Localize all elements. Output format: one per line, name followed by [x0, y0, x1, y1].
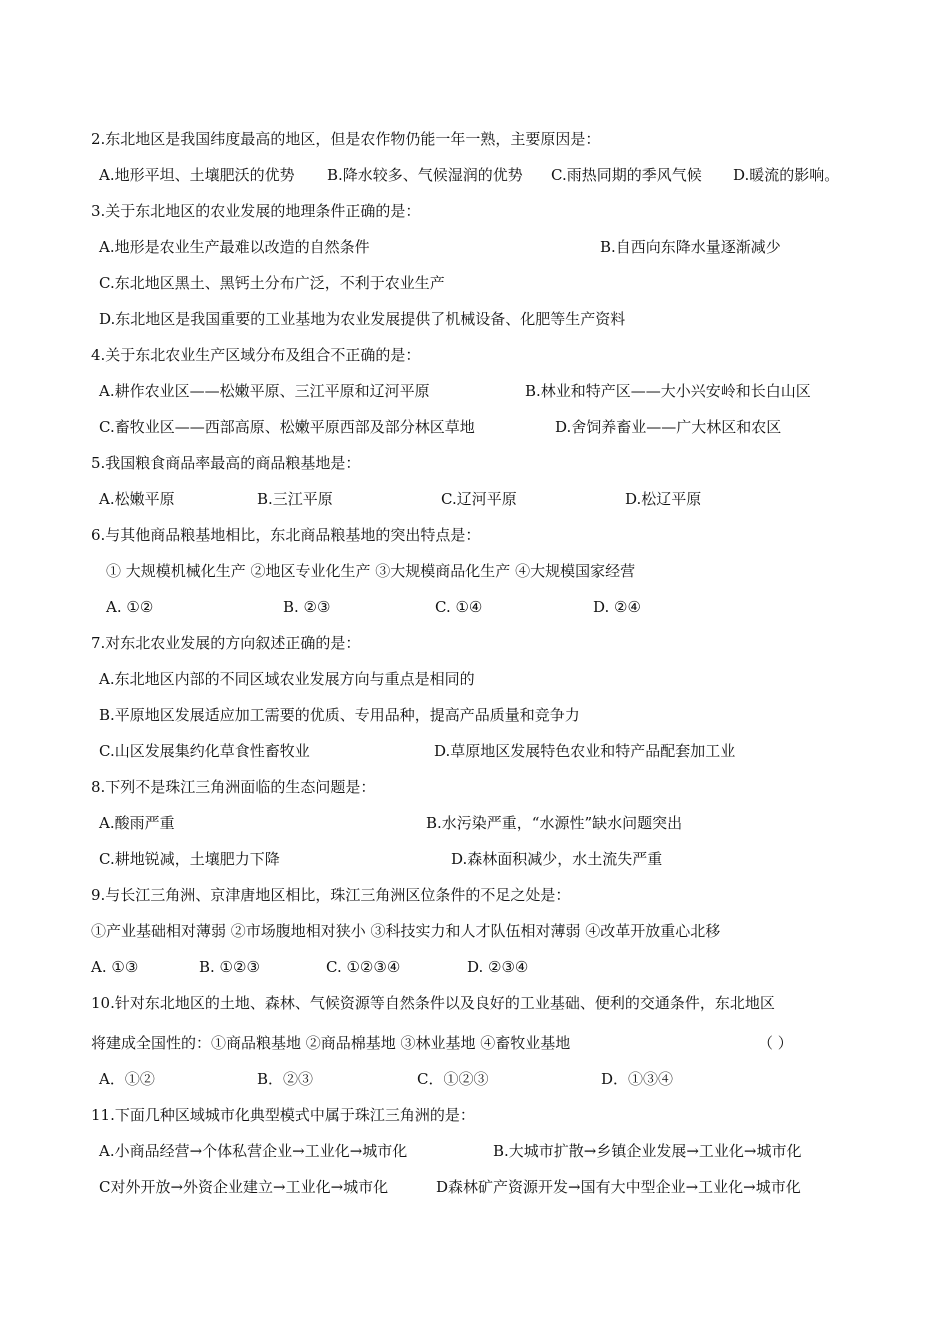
option-c: C.耕地锐减，土壤肥力下降: [99, 850, 280, 868]
option-b: B.降水较多、气候湿润的优势: [327, 166, 523, 184]
question-stem: 11.下面几种区域城市化典型模式中属于珠江三角洲的是：: [91, 1106, 475, 1124]
option-a: A. ①③: [91, 958, 139, 976]
option-d: D.东北地区是我国重要的工业基地为农业发展提供了机械设备、化肥等生产资料: [99, 310, 626, 328]
option-c: C．①②③: [417, 1070, 489, 1088]
option-b: B.水污染严重，“水源性”缺水问题突出: [426, 814, 683, 832]
question-items: ① 大规模机械化生产 ②地区专业化生产 ③大规模商品化生产 ④大规模国家经营: [106, 562, 636, 580]
question-8-stem: [0, 777, 950, 813]
question-stem: 7.对东北农业发展的方向叙述正确的是：: [91, 634, 361, 652]
option-b: B. ①②③: [199, 958, 260, 976]
question-4-stem: [0, 345, 950, 381]
option-c: C.雨热同期的季风气候: [551, 166, 702, 184]
option-d: D.草原地区发展特色农业和特产品配套加工业: [434, 742, 736, 760]
question-stem: 8.下列不是珠江三角洲面临的生态问题是：: [91, 778, 376, 796]
question-6-stem: [0, 525, 950, 561]
question-3-options-row1: [0, 237, 950, 273]
option-b: B.平原地区发展适应加工需要的优质、专用品种，提高产品质量和竞争力: [99, 706, 580, 724]
option-b: B．②③: [257, 1070, 314, 1088]
question-3-options-row3: [0, 309, 950, 345]
question-10-stem-line2: [0, 1033, 950, 1069]
option-d: D.松辽平原: [625, 490, 702, 508]
question-11-options-row1: [0, 1141, 950, 1177]
question-3-stem: [0, 201, 950, 237]
option-c: C.畜牧业区——西部高原、松嫩平原西部及部分林区草地: [99, 418, 475, 436]
option-a: A.酸雨严重: [99, 814, 175, 832]
question-9-stem: [0, 885, 950, 921]
question-9-options: [0, 957, 950, 993]
option-a: A. ①②: [106, 598, 154, 616]
question-9-items: [0, 921, 950, 957]
question-6-options: [0, 597, 950, 633]
option-d: D.暖流的影响。: [733, 166, 840, 184]
question-8-options-row1: [0, 813, 950, 849]
question-10-options: [0, 1069, 950, 1105]
option-c: C.辽河平原: [441, 490, 517, 508]
option-d: D森林矿产资源开发→国有大中型企业→工业化→城市化: [436, 1178, 801, 1196]
question-7-stem: [0, 633, 950, 669]
question-5-options: [0, 489, 950, 525]
option-c: C.山区发展集约化草食性畜牧业: [99, 742, 310, 760]
option-a: A.地形是农业生产最难以改造的自然条件: [99, 238, 370, 256]
option-a: A.小商品经营→个体私营企业→工业化→城市化: [99, 1142, 408, 1160]
option-d: D.舍饲养畜业——广大林区和农区: [555, 418, 782, 436]
question-items: ①产业基础相对薄弱 ②市场腹地相对狭小 ③科技实力和人才队伍相对薄弱 ④改革开放重心北移: [91, 922, 721, 940]
question-5-stem: [0, 453, 950, 489]
option-a: A.东北地区内部的不同区域农业发展方向与重点是相同的: [99, 670, 475, 688]
question-2-options: [0, 165, 950, 201]
option-a: A.耕作农业区——松嫩平原、三江平原和辽河平原: [99, 382, 430, 400]
option-b: B.大城市扩散→乡镇企业发展→工业化→城市化: [493, 1142, 802, 1160]
question-6-items: [0, 561, 950, 597]
question-7-options-row1: [0, 669, 950, 705]
question-stem: 4.关于东北农业生产区域分布及组合不正确的是：: [91, 346, 421, 364]
question-stem: 6.与其他商品粮基地相比，东北商品粮基地的突出特点是：: [91, 526, 481, 544]
question-11-stem: [0, 1105, 950, 1141]
answer-bracket: （ ）: [758, 1034, 793, 1052]
question-8-options-row2: [0, 849, 950, 885]
question-11-options-row2: [0, 1177, 950, 1213]
question-stem: 5.我国粮食商品率最高的商品粮基地是：: [91, 454, 361, 472]
question-7-options-row2: [0, 705, 950, 741]
option-b: B. ②③: [283, 598, 331, 616]
option-d: D.森林面积减少，水土流失严重: [451, 850, 663, 868]
question-4-options-row1: [0, 381, 950, 417]
question-10-stem: [0, 993, 950, 1029]
question-stem: 9.与长江三角洲、京津唐地区相比，珠江三角洲区位条件的不足之处是：: [91, 886, 571, 904]
option-c: C对外开放→外资企业建立→工业化→城市化: [99, 1178, 389, 1196]
option-a: A.地形平坦、土壤肥沃的优势: [99, 166, 295, 184]
question-stem: 2.东北地区是我国纬度最高的地区，但是农作物仍能一年一熟，主要原因是：: [91, 130, 601, 148]
option-a: A．①②: [99, 1070, 155, 1088]
question-2-stem: [0, 129, 950, 165]
option-d: D. ②③④: [467, 958, 529, 976]
question-stem: 3.关于东北地区的农业发展的地理条件正确的是：: [91, 202, 421, 220]
option-b: B.林业和特产区——大小兴安岭和长白山区: [525, 382, 811, 400]
question-stem: 10.针对东北地区的土地、森林、气候资源等自然条件以及良好的工业基础、便利的交通条件，东北地区: [91, 994, 775, 1012]
question-stem-continued: 将建成全国性的：①商品粮基地 ②商品棉基地 ③林业基地 ④畜牧业基地: [91, 1034, 571, 1052]
option-d: D. ②④: [593, 598, 641, 616]
option-b: B.三江平原: [257, 490, 333, 508]
question-3-options-row2: [0, 273, 950, 309]
option-c: C. ①④: [435, 598, 483, 616]
option-c: C. ①②③④: [326, 958, 401, 976]
option-a: A.松嫩平原: [99, 490, 175, 508]
question-7-options-row3: [0, 741, 950, 777]
question-4-options-row2: [0, 417, 950, 453]
option-b: B.自西向东降水量逐渐减少: [600, 238, 781, 256]
option-d: D．①③④: [601, 1070, 674, 1088]
option-c: C.东北地区黑土、黑钙土分布广泛，不利于农业生产: [99, 274, 445, 292]
